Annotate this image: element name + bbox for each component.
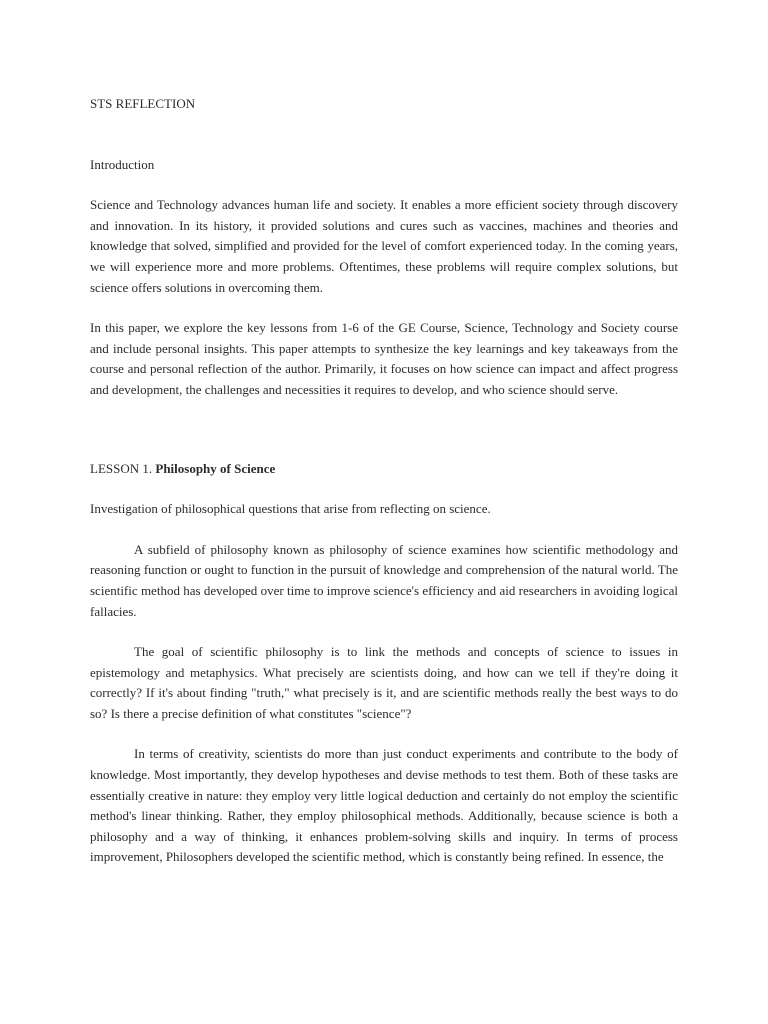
lesson-1-label: LESSON 1. [90,460,153,476]
lesson-1-heading [90,459,678,480]
lesson-1-subtitle: Investigation of philosophical questions that arise from reflecting on science. [90,501,491,517]
lesson-1-title: Philosophy of Science [155,460,276,476]
spacer [90,622,678,642]
lesson-1-paragraph-1: A subfield of philosophy known as philosophy of science examines how scientific methodology and reasoning function or ought to function in the pursuit of knowledge and comprehension of the natural world. The scientific method has developed over time to improve science's efficiency and aid researchers in avoiding logical fallacies. [90,541,678,619]
spacer [90,520,678,540]
spacer [90,175,678,195]
spacer [90,401,678,459]
spacer [90,115,678,155]
introduction-paragraph-1: Science and Technology advances human life and society. It enables a more efficient society through discovery and innovation. In its history, it provided solutions and cures such as vaccines, machines and theories and knowledge that solved, simplified and provided for the level of comfort experienced today. In the coming years, we will experience more and more problems. Oftentimes, these problems will require complex solutions, but science offers solutions in overcoming them. [90,197,678,295]
document-title: STS REFLECTION [90,96,196,111]
spacer [90,724,678,744]
spacer [90,298,678,318]
introduction-heading: Introduction [90,156,155,172]
lesson-1-paragraph-2: The goal of scientific philosophy is to link the methods and concepts of science to issues in epistemology and metaphysics. What precisely are scientists doing, and how can we tell if they're doing it correctly? If it's about finding "truth," what precisely is it, and are scientific methods really the best ways to do so? Is there a precise definition of what constitutes "science"? [90,644,678,721]
spacer [90,479,678,499]
document-page [90,94,678,868]
lesson-1-paragraph-3: In terms of creativity, scientists do more than just conduct experiments and contribute to the body of knowledge. Most importantly, they develop hypotheses and devise methods to test them. Both of these tasks are essentially creative in nature: they employ very little logical deduction and certainly do not employ the scientific method's linear thinking. Rather, they employ philosophical methods. Additionally, because science is both a philosophy and a way of thinking, it enhances problem-solving skills and inquiry. In terms of process improvement, Philosophers developed the scientific method, which is constantly being refined. In essence, the [90,746,678,865]
introduction-paragraph-2: In this paper, we explore the key lessons from 1-6 of the GE Course, Science, Technology and Society course and include personal insights. This paper attempts to synthesize the key learnings and key takeaways from the course and personal reflection of the author. Primarily, it focuses on how science can impact and affect progress and development, the challenges and necessities it requires to develop, and who science should serve. [90,320,678,397]
